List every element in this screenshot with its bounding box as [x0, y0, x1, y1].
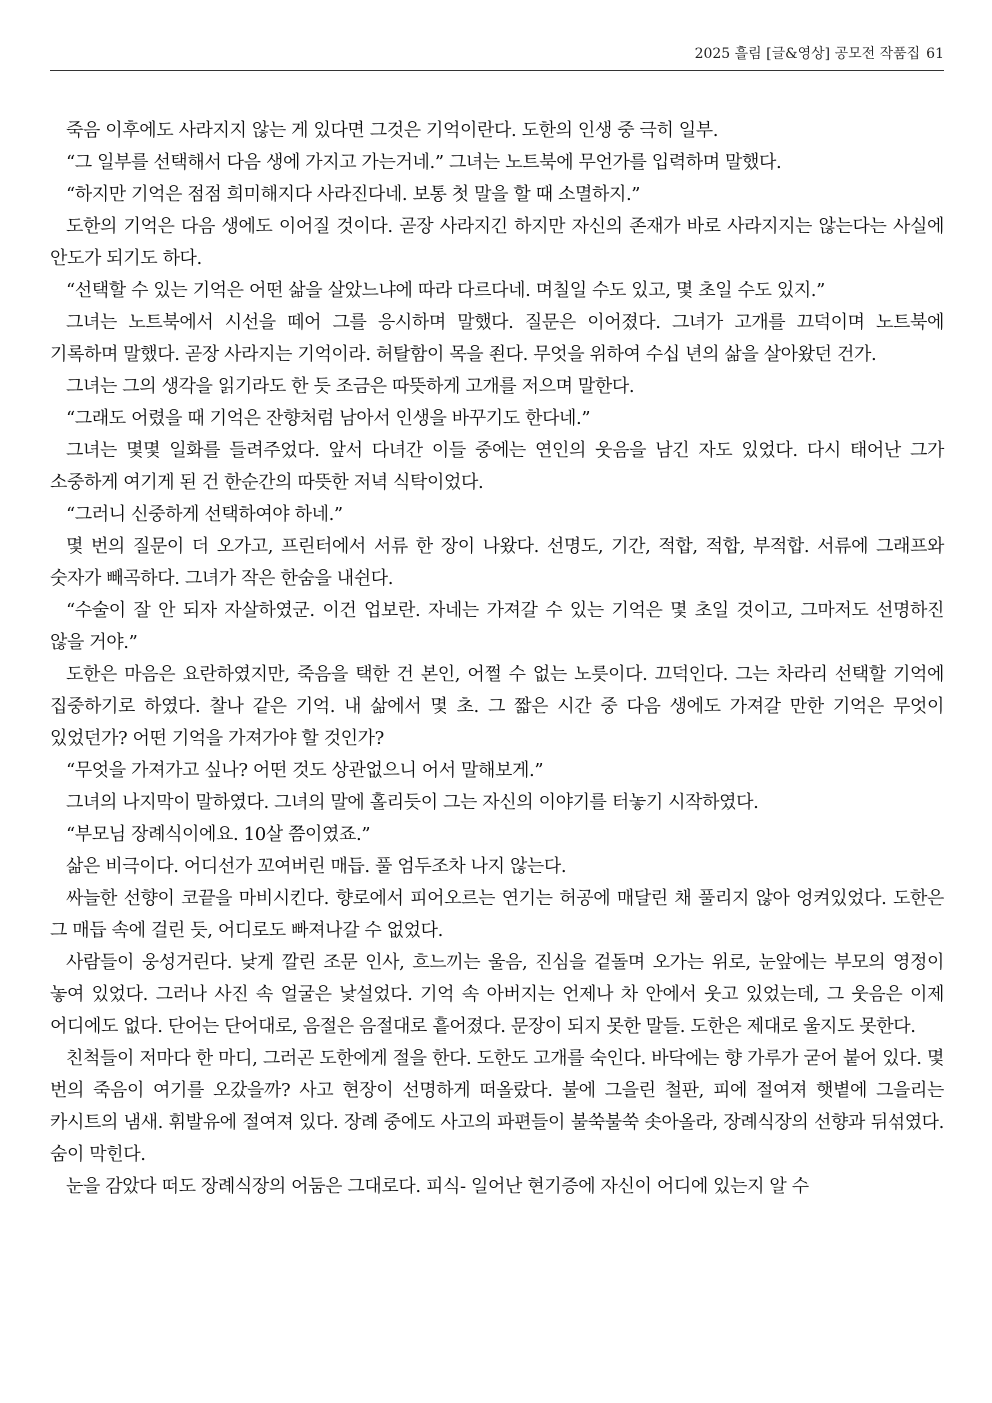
paragraph: “선택할 수 있는 기억은 어떤 삶을 살았느냐에 따라 다르다네. 며칠일 수도 있고, 몇 초일 수도 있지.” [66, 280, 825, 301]
paragraph: “그러니 신중하게 선택하여야 하네.” [66, 504, 343, 525]
paragraph: 도한의 기억은 다음 생에도 이어질 것이다. 곧장 사라지긴 하지만 자신의 존재가 바로 사라지지는 않는다는 사실에 안도가 되기도 하다. [50, 216, 944, 269]
paragraph: 그녀는 몇몇 일화를 들려주었다. 앞서 다녀간 이들 중에는 연인의 웃음을 남긴 자도 있었다. 다시 태어난 그가 소중하게 여기게 된 건 한순간의 따뜻한 저녁 식탁이었다. [50, 440, 944, 493]
paragraph: “그 일부를 선택해서 다음 생에 가지고 가는거네.” 그녀는 노트북에 무언가를 입력하며 말했다. [66, 152, 782, 173]
paragraph: 도한은 마음은 요란하였지만, 죽음을 택한 건 본인, 어쩔 수 없는 노릇이다. 끄덕인다. 그는 차라리 선택할 기억에 집중하기로 하였다. 찰나 같은 기억. 내 삶에서 몇 초. 그 짧은 시간 중 다음 생에도 가져갈 만한 기억은 무엇이 있었던가? 어떤 기억을 가져가야 할 것인가? [50, 664, 944, 749]
paragraph: 사람들이 웅성거린다. 낮게 깔린 조문 인사, 흐느끼는 울음, 진심을 겉돌며 오가는 위로, 눈앞에는 부모의 영정이 놓여 있었다. 그러나 사진 속 얼굴은 낯설었다. 기억 속 아버지는 언제나 차 안에서 웃고 있었는데, 그 웃음은 이제 어디에도 없다. 단어는 단어대로, 음절은 음절대로 흩어졌다. 문장이 되지 못한 말들. 도한은 제대로 울지도 못한다. [50, 952, 944, 1037]
paragraph: 삶은 비극이다. 어디선가 꼬여버린 매듭. 풀 엄두조차 나지 않는다. [66, 856, 567, 877]
paragraph: “하지만 기억은 점점 희미해지다 사라진다네. 보통 첫 말을 할 때 소멸하지.” [66, 184, 641, 205]
page-number: 61 [926, 46, 944, 62]
paragraph: 그녀는 그의 생각을 읽기라도 한 듯 조금은 따뜻하게 고개를 저으며 말한다. [66, 376, 635, 397]
paragraph: 죽음 이후에도 사라지지 않는 게 있다면 그것은 기억이란다. 도한의 인생 중 극히 일부. [66, 120, 719, 141]
paragraph: 그녀는 노트북에서 시선을 떼어 그를 응시하며 말했다. 질문은 이어졌다. 그녀가 고개를 끄덕이며 노트북에 기록하며 말했다. 곧장 사라지는 기억이라. 허탈함이 목을 죈다. 무엇을 위하여 수십 년의 삶을 살아왔던 건가. [50, 312, 944, 365]
paragraph: 몇 번의 질문이 더 오가고, 프린터에서 서류 한 장이 나왔다. 선명도, 기간, 적합, 적합, 부적합. 서류에 그래프와 숫자가 빼곡하다. 그녀가 작은 한숨을 내쉰다. [50, 536, 944, 589]
paragraph: “무엇을 가져가고 싶나? 어떤 것도 상관없으니 어서 말해보게.” [66, 760, 544, 781]
paragraph: 눈을 감았다 떠도 장례식장의 어둠은 그대로다. 피식- 일어난 현기증에 자신이 어디에 있는지 알 수 [66, 1176, 809, 1197]
paragraph: 친척들이 저마다 한 마디, 그러곤 도한에게 절을 한다. 도한도 고개를 숙인다. 바닥에는 향 가루가 굳어 붙어 있다. 몇 번의 죽음이 여기를 오갔을까? 사고 현장이 선명하게 떠올랐다. 불에 그을린 철판, 피에 절여져 햇볕에 그을리는 카시트의 냄새. 휘발유에 절여져 있다. 장례 중에도 사고의 파편들이 불쑥불쑥 솟아올라, 장례식장의 선향과 뒤섞였다. 숨이 막힌다. [50, 1048, 944, 1165]
paragraph: 그녀의 나지막이 말하였다. 그녀의 말에 홀리듯이 그는 자신의 이야기를 터놓기 시작하였다. [66, 792, 759, 813]
paragraph: 싸늘한 선향이 코끝을 마비시킨다. 향로에서 피어오르는 연기는 허공에 매달린 채 풀리지 않아 엉켜있었다. 도한은 그 매듭 속에 걸린 듯, 어디로도 빠져나갈 수 없었다. [50, 888, 944, 941]
paragraph: “그래도 어렸을 때 기억은 잔향처럼 남아서 인생을 바꾸기도 한다네.” [66, 408, 591, 429]
paragraph: “부모님 장례식이에요. 10살 쯤이였죠.” [66, 824, 371, 845]
body-text [50, 115, 944, 1203]
publication-title: 2025 흘림 [글&영상] 공모전 작품집 [694, 46, 921, 62]
paragraph: “수술이 잘 안 되자 자살하였군. 이건 업보란. 자네는 가져갈 수 있는 기억은 몇 초일 것이고, 그마저도 선명하진 않을 거야.” [50, 600, 944, 653]
running-header [50, 44, 944, 71]
